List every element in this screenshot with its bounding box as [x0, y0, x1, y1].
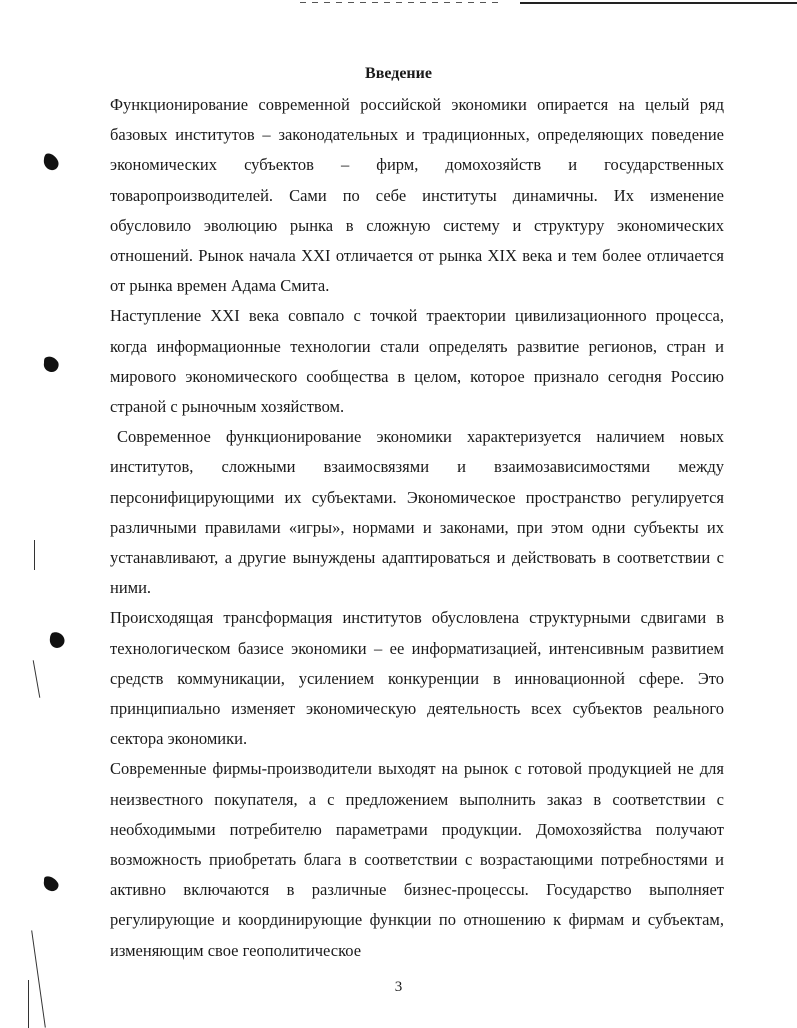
paragraph: Происходящая трансформация институтов обусловлена структурными сдвигами в технологическом базисе экономики – ее информатизацией, интенсивным развитием средств коммуникации, усилением конкуренции в инновационной сфере. Это принципиально изменяет экономическую деятельность всех субъектов реального сектора экономики.	[110, 608, 724, 749]
scan-margin-mark	[33, 660, 41, 698]
page-number: 3	[394, 979, 403, 995]
punch-hole-icon	[40, 352, 64, 376]
punch-hole-icon	[40, 872, 64, 896]
scan-edge-line	[520, 2, 797, 4]
scan-dash-line	[300, 2, 500, 3]
scan-margin-mark	[34, 540, 35, 570]
paragraph: Современные фирмы-производители выходят на рынок с готовой продукцией не для неизвестного покупателя, а с предложением выполнить заказ в соответствии с необходимыми потребителю параметрами продукции. Домохозяйства получают возможность приобретать блага в соответствии с возрастающими потребностями и активно включаются в различные бизнес-процессы. Государство выполняет регулирующие и координирующие функции по отношению к фирмам и субъектам, изменяющим свое геополитическое	[110, 759, 724, 960]
page-title: Введение	[365, 65, 432, 82]
scan-top-edge	[0, 0, 797, 4]
punch-hole-icon	[46, 628, 70, 652]
paragraph: Современное функционирование экономики характеризуется наличием новых институтов, сложными взаимосвязями и взаимозависимостями между персонифицирующими их субъектами. Экономическое пространство регулируется различными правилами «игры», нормами и законами, при этом одни субъекты их устанавливают, а другие вынуждены адаптироваться и действовать в соответствии с ними.	[110, 427, 724, 598]
punch-hole-icon	[40, 150, 64, 174]
paragraph: Функционирование современной российской экономики опирается на целый ряд базовых институтов – законодательных и традиционных, определяющих поведение экономических субъектов – фирм, домохозяйств и государственных товаропроизводителей. Сами по себе институты динамичны. Их изменение обусловило эволюцию рынка в сложную систему и структуру экономических отношений. Рынок начала XXI отличается от рынка XIX века и тем более отличается от рынка времен Адама Смита.	[110, 95, 724, 296]
document-body	[110, 90, 724, 966]
paragraph: Наступление XXI века совпало с точкой траектории цивилизационного процесса, когда информационные технологии стали определять развитие регионов, стран и мирового экономического сообщества в целом, которое признало сегодня Россию страной с рыночным хозяйством.	[110, 306, 724, 417]
